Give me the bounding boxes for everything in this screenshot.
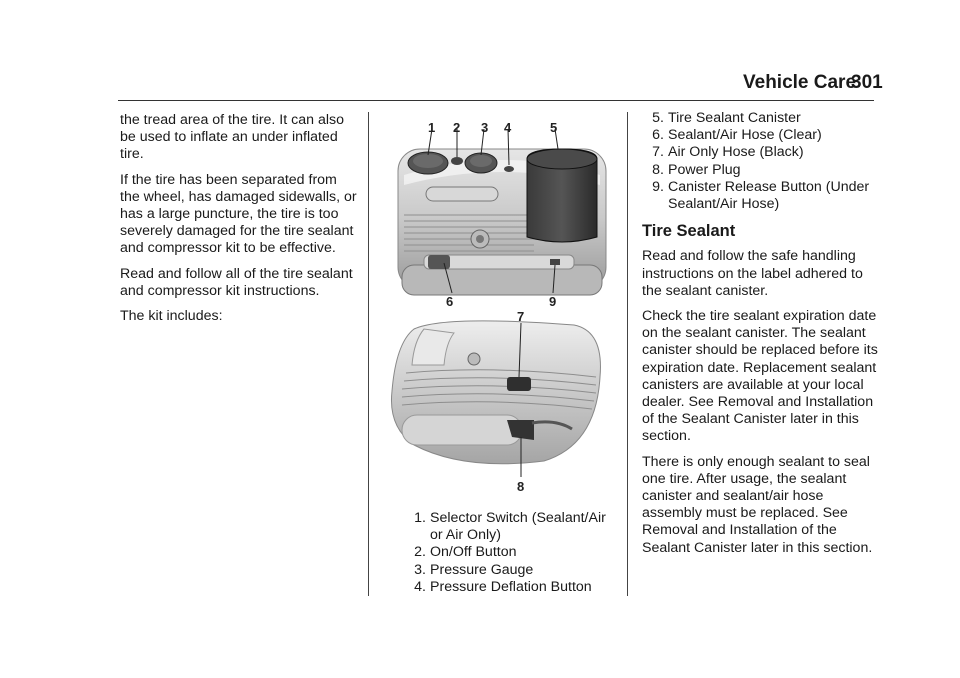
paragraph: Check the tire sealant expiration date on the sealant canister. The sealant canister should be replaced before its expiration date. Replacement sealant canisters are available at your local dealer. See Removal and Installation of the Sealant Canister later in this section. (642, 308, 878, 445)
compressor-kit-figure (384, 115, 620, 495)
paragraph: Read and follow the safe handling instructions on the label adhered to the sealant canister. (642, 248, 863, 299)
parts-list-continued (642, 110, 878, 213)
callout-2: 2 (453, 120, 461, 135)
list-item: 2. On/Off Button (414, 544, 517, 561)
list-item: 8. Power Plug (652, 161, 741, 178)
column-divider-right (627, 112, 628, 596)
callout-3: 3 (481, 120, 489, 135)
list-item: 4. Pressure Deflation Button (414, 578, 592, 595)
callout-9: 9 (549, 294, 557, 309)
paragraph: There is only enough sealant to seal one tire. After usage, the sealant canister and sealant/air hose assembly must be replaced. See Removal and Installation of the Sealant Canister later in this section. (642, 453, 873, 556)
callout-7: 7 (517, 309, 525, 324)
left-column (120, 112, 360, 333)
paragraph: the tread area of the tire. It can also be used to inflate an under inflated tire. (120, 112, 344, 163)
right-column (642, 110, 878, 565)
list-item: 9. Canister Release Button (Under Sealant/Air Hose) (652, 178, 870, 213)
list-item: 6. Sealant/Air Hose (Clear) (652, 127, 822, 144)
paragraph: If the tire has been separated from the wheel, has damaged sidewalls, or has a large puncture, the tire is too severely damaged for the tire sealant and compressor kit to be effective. (120, 171, 357, 257)
header-rule (118, 100, 874, 101)
callout-5: 5 (550, 120, 558, 135)
section-heading: Tire Sealant (642, 222, 736, 241)
callout-1: 1 (428, 120, 436, 135)
page-header (0, 70, 960, 100)
paragraph: Read and follow all of the tire sealant and compressor kit instructions. (120, 265, 353, 299)
compressor-side-view (391, 309, 600, 494)
page-number: 301 (851, 72, 883, 93)
list-item: 3. Pressure Gauge (414, 561, 534, 578)
paragraph: The kit includes: (120, 308, 223, 325)
callout-6: 6 (446, 294, 454, 309)
list-item: 7. Air Only Hose (Black) (652, 144, 804, 161)
callout-4: 4 (504, 120, 512, 135)
list-item: 1. Selector Switch (Sealant/Air or Air Only) (414, 510, 606, 544)
column-divider-left (368, 112, 369, 596)
compressor-top-view (398, 120, 606, 309)
callout-8: 8 (517, 479, 525, 494)
section-title: Vehicle Care (743, 72, 857, 93)
list-item: 5. Tire Sealant Canister (652, 110, 801, 126)
compressor-kit-illustration (384, 115, 620, 495)
parts-list-first (404, 510, 620, 596)
